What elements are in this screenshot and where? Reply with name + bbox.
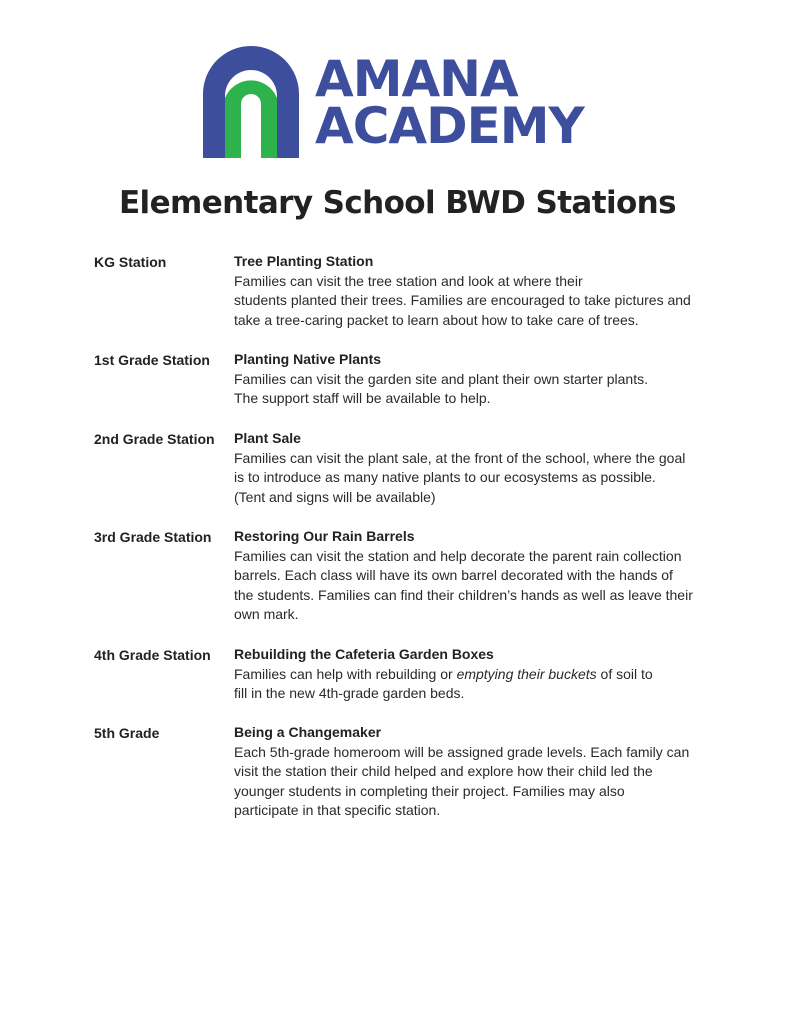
page-title: Elementary School BWD Stations xyxy=(118,185,676,221)
station-description-line: The support staff will be available to help. xyxy=(234,390,491,407)
station-heading: Planting Native Plants xyxy=(234,351,382,367)
station-description-line: Families can visit the plant sale, at the front of the school, where the goal xyxy=(234,449,686,466)
description-text: Families can help with rebuilding or xyxy=(234,665,457,682)
station-label: KG Station xyxy=(94,254,167,270)
station-heading: Tree Planting Station xyxy=(234,253,374,269)
station-body xyxy=(234,350,714,409)
station-body xyxy=(234,429,714,507)
logo-line-academy: ACADEMY xyxy=(315,97,584,155)
station-description-line: Families can visit the garden site and plant their own starter plants. xyxy=(234,370,648,387)
station-description-line: Each 5th-grade homeroom will be assigned grade levels. Each family can xyxy=(234,743,690,760)
description-italic-text: emptying their buckets xyxy=(456,665,597,682)
station-description-line: own mark. xyxy=(234,606,299,623)
amana-academy-logo xyxy=(203,46,595,160)
station-description-line: students planted their trees. Families are encouraged to take pictures and xyxy=(234,292,691,309)
station-heading: Restoring Our Rain Barrels xyxy=(234,528,415,544)
station-label: 4th Grade Station xyxy=(94,647,211,663)
station-body xyxy=(234,645,714,704)
station-heading: Being a Changemaker xyxy=(234,724,382,740)
station-description-line: fill in the new 4th-grade garden beds. xyxy=(234,685,465,702)
station-description-line: the students. Families can find their children’s hands as well as leave their xyxy=(234,586,693,603)
station-description-line: (Tent and signs will be available) xyxy=(234,488,436,505)
logo-wordmark xyxy=(315,50,595,155)
station-description-line: participate in that specific station. xyxy=(234,802,441,819)
station-label: 1st Grade Station xyxy=(94,352,210,368)
station-body xyxy=(234,527,714,625)
logo-line-amana: AMANA xyxy=(315,50,518,108)
station-body xyxy=(234,723,714,821)
station-description-line: younger students in completing their project. Families may also xyxy=(234,782,625,799)
station-description-line xyxy=(234,665,714,685)
arch-logo-icon xyxy=(203,46,307,158)
description-text: of soil to xyxy=(596,665,653,682)
station-description-line: take a tree-caring packet to learn about how to take care of trees. xyxy=(234,311,639,328)
station-heading: Plant Sale xyxy=(234,430,301,446)
station-description-line: Families can visit the station and help decorate the parent rain collection xyxy=(234,547,682,564)
station-heading: Rebuilding the Cafeteria Garden Boxes xyxy=(234,646,494,662)
station-description-line: Families can visit the tree station and look at where their xyxy=(234,272,583,289)
station-description-line: barrels. Each class will have its own barrel decorated with the hands of xyxy=(234,567,673,584)
station-label: 3rd Grade Station xyxy=(94,529,212,545)
station-description-line: is to introduce as many native plants to our ecosystems as possible. xyxy=(234,469,656,486)
station-description-line: visit the station their child helped and explore how their child led the xyxy=(234,763,653,780)
station-label: 5th Grade xyxy=(94,725,160,741)
station-body xyxy=(234,252,714,330)
station-label: 2nd Grade Station xyxy=(94,431,215,447)
